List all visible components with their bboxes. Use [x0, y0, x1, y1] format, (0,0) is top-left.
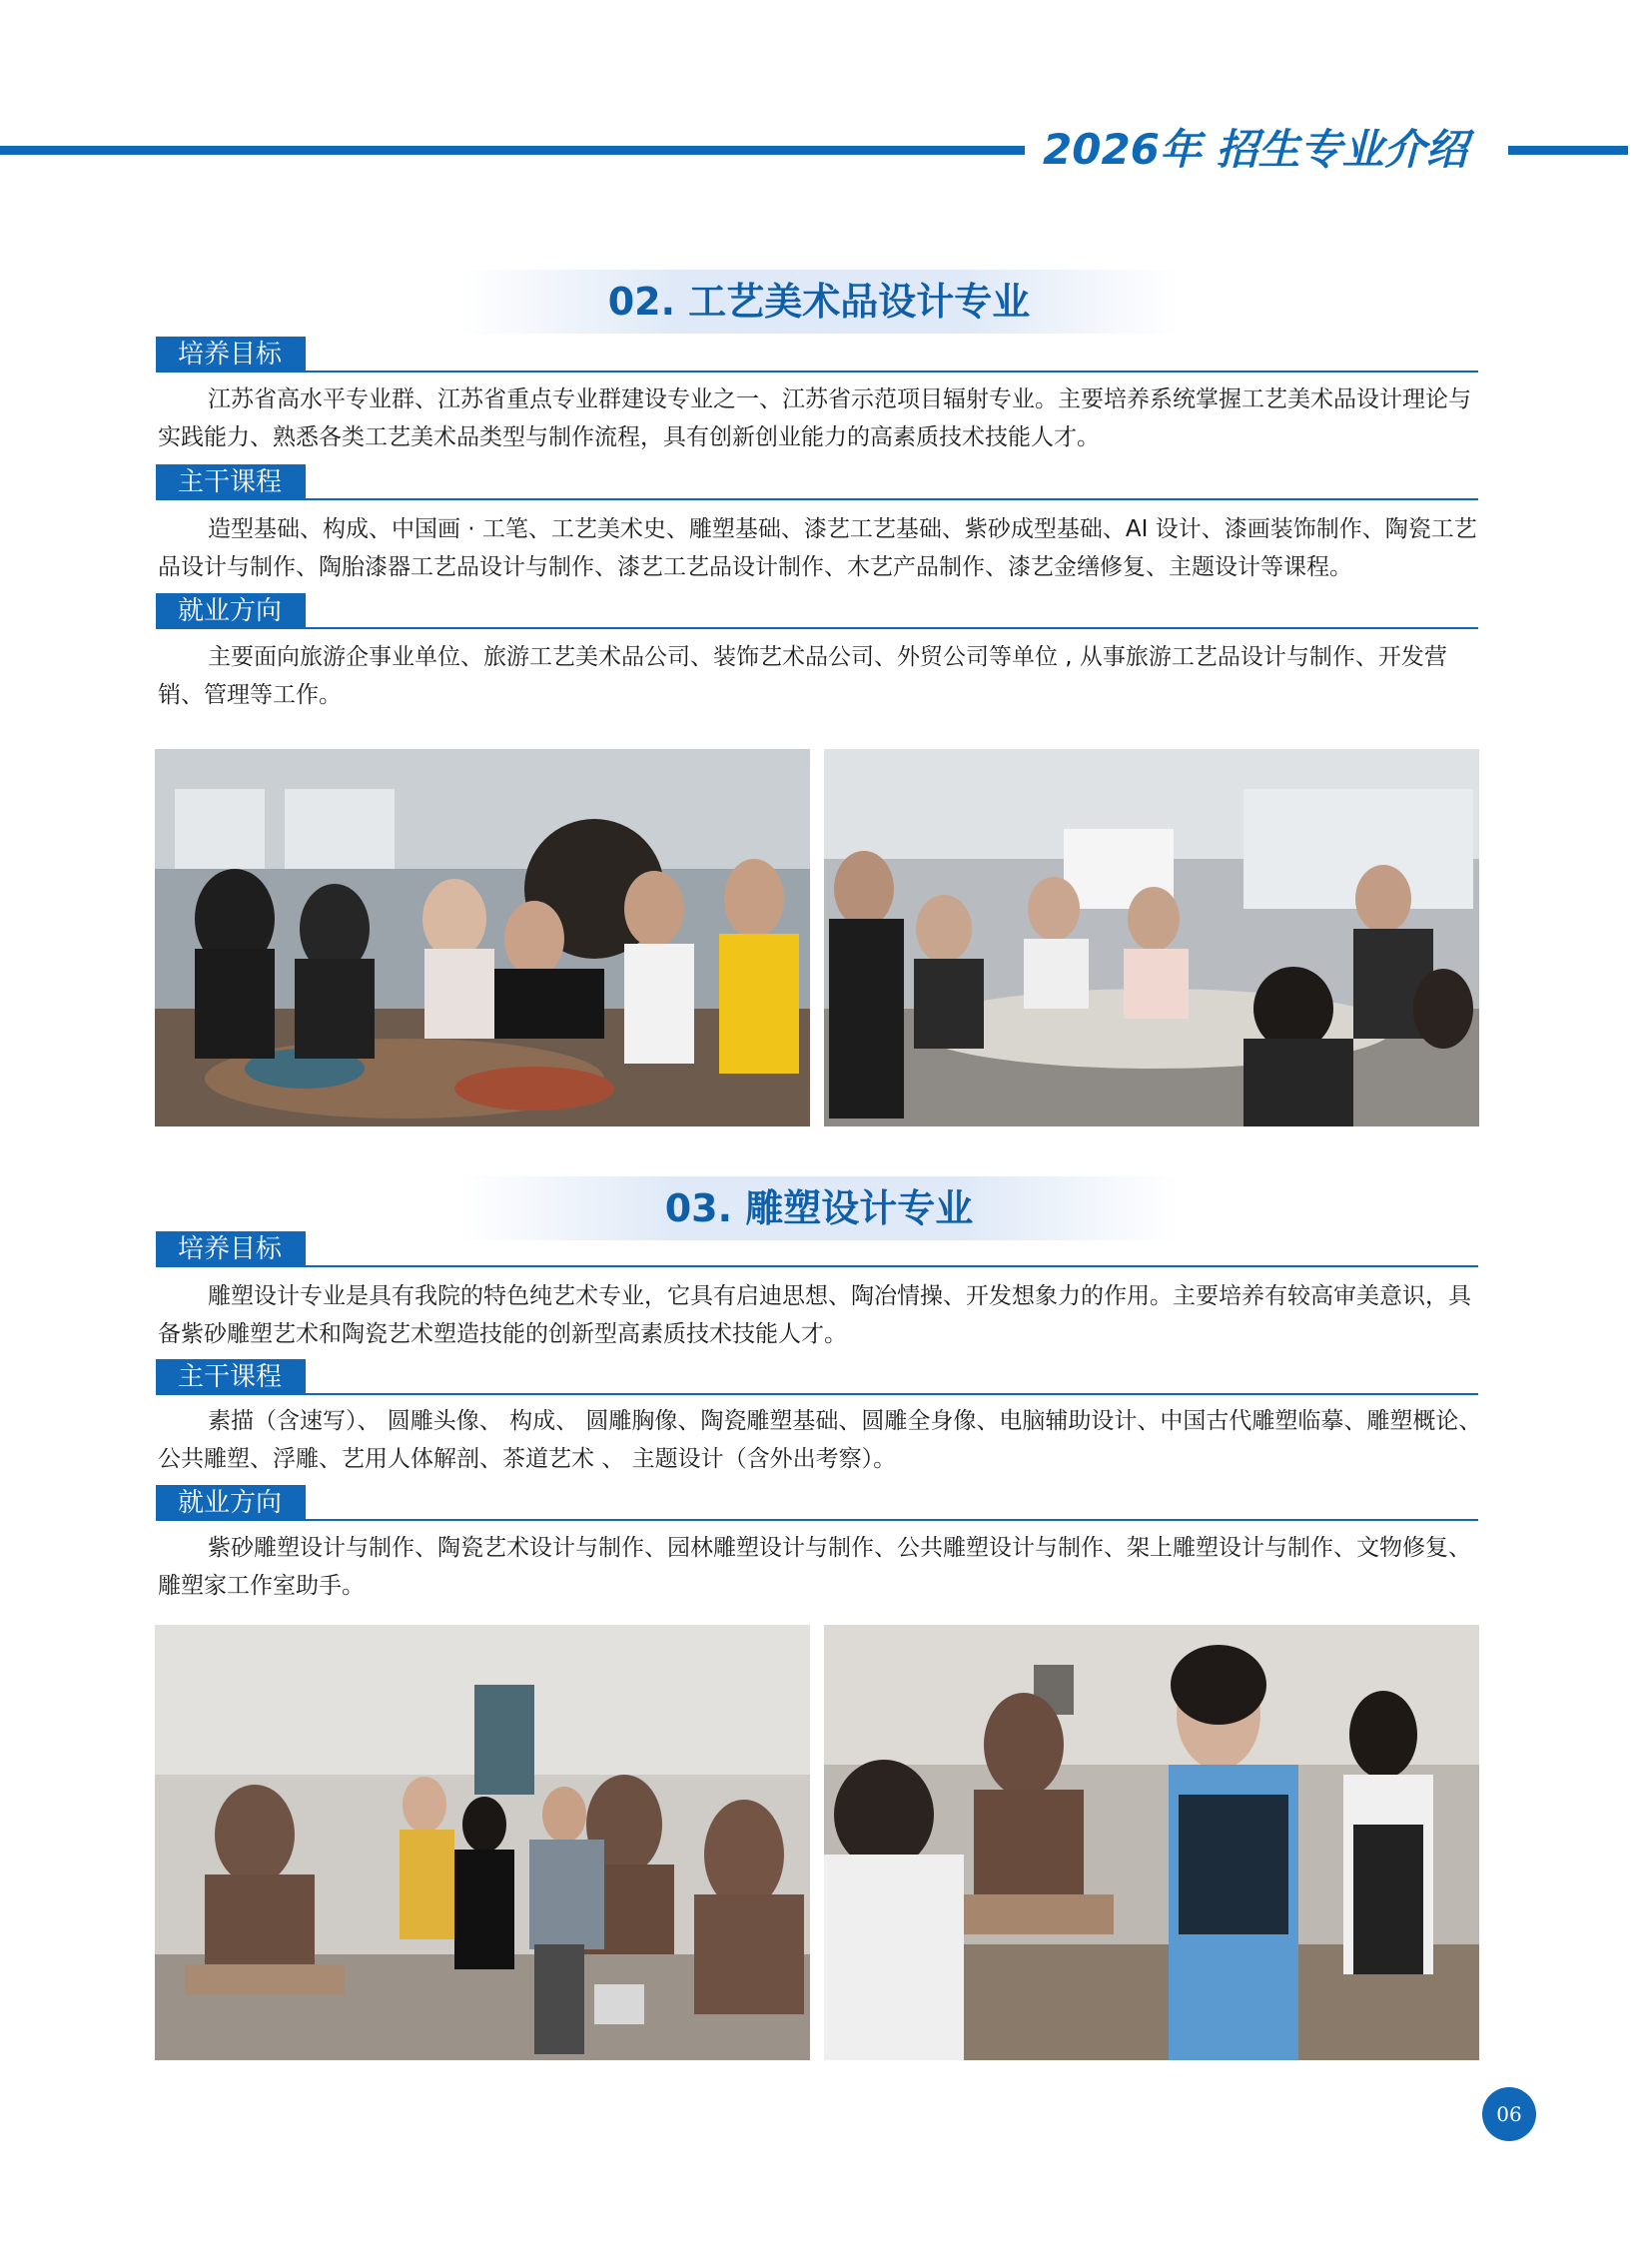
label-career-direction: 就业方向 — [156, 1485, 306, 1521]
label-career-direction: 就业方向 — [156, 593, 306, 629]
paragraph-training-goal: 江苏省高水平专业群、江苏省重点专业群建设专业之一、江苏省示范项目辐射专业。主要培养系统掌握工艺美术品设计理论与实践能力、熟悉各类工艺美术品类型与制作流程，具有创新创业能力的高素质技术技能人才。 — [158, 386, 1471, 450]
label-rule — [306, 1519, 1478, 1521]
header-title: 2026年 招生专业介绍 — [1043, 125, 1468, 174]
photo-sculpture-student-workshop — [824, 1625, 1479, 2060]
header-rule-right — [1508, 146, 1628, 155]
photo-lacquer-painting-class — [155, 749, 810, 1126]
paragraph-training-goal: 雕塑设计专业是具有我院的特色纯艺术专业，它具有启迪思想、陶冶情操、开发想象力的作用。主要培养有较高审美意识，具备紫砂雕塑艺术和陶瓷艺术塑造技能的创新型高素质技术技能人才。 — [158, 1283, 1471, 1347]
page-number: 06 — [1482, 2087, 1536, 2141]
paragraph-career-direction: 主要面向旅游企事业单位、旅游工艺美术品公司、装饰艺术品公司、外贸公司等单位 , 从事旅游工艺品设计与制作、开发营销、管理等工作。 — [158, 644, 1447, 708]
label-rule — [306, 1265, 1478, 1267]
section-title-sculpture-design: 03. 雕塑设计专业 — [459, 1176, 1179, 1240]
label-rule — [306, 371, 1478, 373]
photo-workshop-students — [824, 749, 1479, 1126]
label-rule — [306, 1393, 1478, 1395]
header-rule-left — [0, 146, 1025, 155]
label-rule — [306, 498, 1478, 500]
paragraph-main-courses: 造型基础、构成、中国画 · 工笔、工艺美术史、雕塑基础、漆艺工艺基础、紫砂成型基础、AI 设计、漆画装饰制作、陶瓷工艺品设计与制作、陶胎漆器工艺品设计与制作、漆艺工艺品设计制作、木艺产品制作、漆艺金缮修复、主题设计等课程。 — [158, 516, 1477, 580]
label-main-courses: 主干课程 — [156, 464, 306, 500]
section-title-craft-design: 02. 工艺美术品设计专业 — [459, 270, 1179, 334]
paragraph-career-direction: 紫砂雕塑设计与制作、陶瓷艺术设计与制作、园林雕塑设计与制作、公共雕塑设计与制作、架上雕塑设计与制作、文物修复、雕塑家工作室助手。 — [158, 1535, 1471, 1599]
label-main-courses: 主干课程 — [156, 1359, 306, 1395]
photo-sculpture-class-instruction — [155, 1625, 810, 2060]
paragraph-main-courses: 素描（含速写）、 圆雕头像、 构成、 圆雕胸像、陶瓷雕塑基础、圆雕全身像、电脑辅助设计、中国古代雕塑临摹、雕塑概论、公共雕塑、浮雕、艺用人体解剖、茶道艺术 、 主题设计（含外出考察）。 — [158, 1408, 1482, 1472]
label-rule — [306, 627, 1478, 629]
label-training-goal: 培养目标 — [156, 337, 306, 373]
label-training-goal: 培养目标 — [156, 1231, 306, 1267]
